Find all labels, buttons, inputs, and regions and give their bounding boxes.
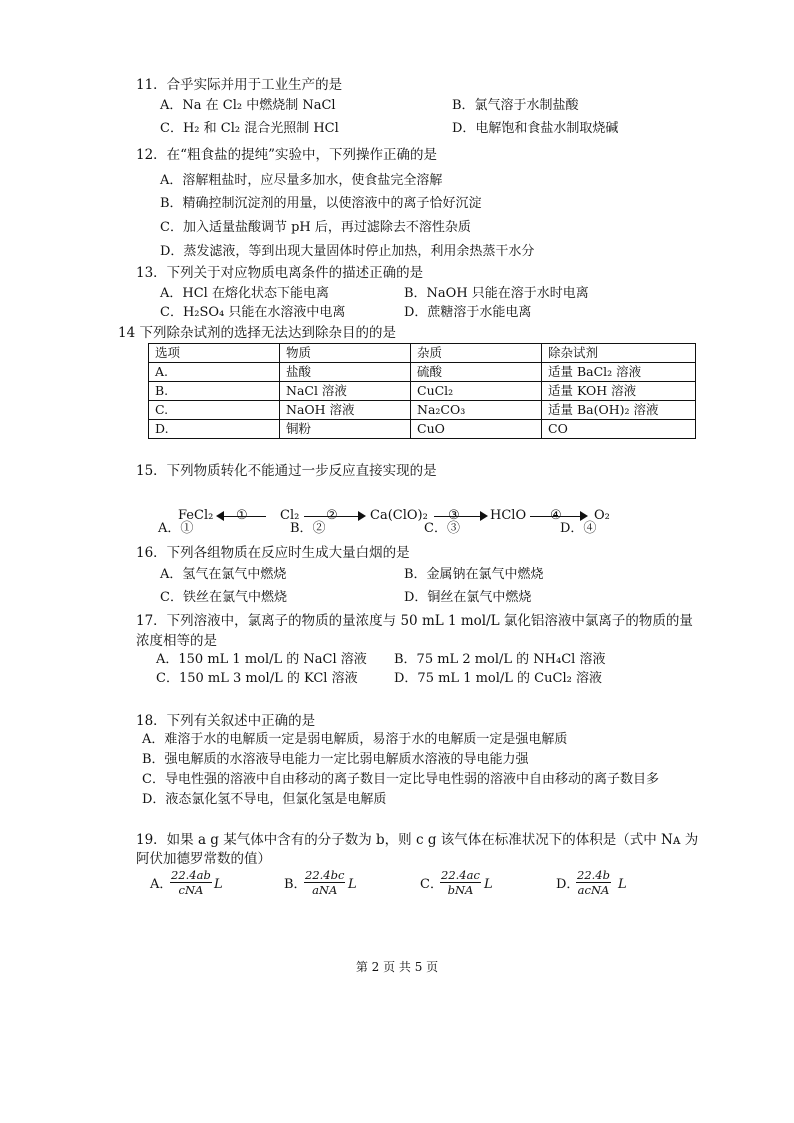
- table-cell: 适量 BaCl₂ 溶液: [542, 363, 696, 382]
- q15-option-b: B．②: [290, 521, 326, 536]
- page-footer: 第 2 页 共 5 页: [355, 960, 439, 974]
- step-1-marker: ①: [236, 508, 248, 523]
- q12-option-c: C．加入适量盐酸调节 pH 后，再过滤除去不溶性杂质: [160, 220, 471, 235]
- table-row: [149, 382, 696, 401]
- q19-option-d-fraction: [576, 868, 611, 897]
- q16-option-a: A．氢气在氯气中燃烧: [160, 567, 287, 582]
- arrowhead-right-icon: [480, 511, 488, 521]
- step-3-marker: ③: [448, 508, 460, 523]
- q13-option-b: B．NaOH 只能在溶于水时电离: [404, 286, 589, 301]
- q14-stem: 14 下列除杂试剂的选择无法达到除杂目的的是: [118, 325, 396, 341]
- q19-option-c-unit: L: [484, 877, 493, 892]
- q15-stem: 15．下列物质转化不能通过一步反应直接实现的是: [136, 463, 437, 479]
- q17-option-c: C．150 mL 3 mol/L 的 KCl 溶液: [156, 671, 358, 686]
- table-cell: 硫酸: [411, 363, 542, 382]
- q15-option-c: C．③: [424, 521, 460, 536]
- fraction-denominator: cNA: [178, 883, 204, 897]
- q19-stem-line-1: 19．如果 a g 某气体中含有的分子数为 b，则 c g 该气体在标准状况下的体积是（式中 Nᴀ 为: [136, 832, 699, 848]
- arrowhead-left-icon: [216, 511, 224, 521]
- fraction-numerator: 22.4ab: [171, 868, 211, 882]
- q16-option-d: D．铜丝在氯气中燃烧: [404, 590, 532, 605]
- table-row: [149, 420, 696, 439]
- step-4-marker: ④: [550, 508, 562, 523]
- q13-option-d: D．蔗糖溶于水能电离: [404, 305, 532, 320]
- q18-option-c: C．导电性强的溶液中自由移动的离子数目一定比导电性弱的溶液中自由移动的离子数目多: [142, 772, 659, 787]
- q13-stem: 13．下列关于对应物质电离条件的描述正确的是: [136, 265, 424, 281]
- q19-stem-line-2: 阿伏加德罗常数的值）: [136, 851, 271, 867]
- q11-option-a: A．Na 在 Cl₂ 中燃烧制 NaCl: [160, 98, 336, 113]
- arrowhead-right-icon: [358, 511, 366, 521]
- q19-option-b-label: B．: [284, 877, 307, 892]
- fraction-denominator: bNA: [447, 883, 474, 897]
- q18-option-a: A．难溶于水的电解质一定是弱电解质，易溶于水的电解质一定是强电解质: [142, 732, 568, 747]
- q19-option-a-label: A．: [150, 877, 173, 892]
- chain-substance-3: Ca(ClO)₂: [370, 508, 428, 523]
- table-header-cell: 除杂试剂: [542, 344, 696, 363]
- chain-substance-4: HClO: [490, 508, 527, 523]
- fraction-numerator: 22.4ac: [441, 868, 480, 882]
- table-row: [149, 401, 696, 420]
- q12-option-a: A．溶解粗盐时，应尽量多加水，使食盐完全溶解: [160, 173, 443, 188]
- q13-option-a: A．HCl 在熔化状态下能电离: [160, 286, 329, 301]
- fraction-numerator: 22.4b: [577, 868, 610, 882]
- q13-option-c: C．H₂SO₄ 只能在水溶液中电离: [160, 305, 346, 320]
- q17-option-a: A．150 mL 1 mol/L 的 NaCl 溶液: [156, 652, 367, 667]
- q19-option-b-fraction: [304, 868, 345, 897]
- table-cell: D.: [149, 420, 280, 439]
- chain-substance-5: O₂: [594, 508, 610, 523]
- table-cell: CuO: [411, 420, 542, 439]
- step-2-marker: ②: [326, 508, 338, 523]
- q11-option-c: C．H₂ 和 Cl₂ 混合光照制 HCl: [160, 121, 339, 136]
- table-cell: NaCl 溶液: [280, 382, 411, 401]
- q19-option-c-fraction: [440, 868, 481, 897]
- q15-option-a: A．①: [158, 521, 194, 536]
- fraction-numerator: 22.4bc: [305, 868, 345, 882]
- q11-stem: 11．合乎实际并用于工业生产的是: [136, 77, 343, 93]
- q19-option-a-unit: L: [214, 877, 223, 892]
- q18-option-d: D．液态氯化氢不导电，但氯化氢是电解质: [142, 792, 387, 807]
- fraction-denominator: acNA: [577, 883, 610, 897]
- table-cell: CuCl₂: [411, 382, 542, 401]
- q17-stem-line-1: 17．下列溶液中，氯离子的物质的量浓度与 50 mL 1 mol/L 氯化铝溶液中氯离子的物质的量: [136, 613, 693, 629]
- q16-option-c: C．铁丝在氯气中燃烧: [160, 590, 287, 605]
- q17-stem-line-2: 浓度相等的是: [136, 633, 217, 649]
- q12-option-b: B．精确控制沉淀剂的用量，以使溶液中的离子恰好沉淀: [160, 196, 482, 211]
- table-cell: A.: [149, 363, 280, 382]
- q15-option-d: D．④: [560, 521, 597, 536]
- q12-option-d: D．蒸发滤液，等到出现大量固体时停止加热，利用余热蒸干水分: [160, 244, 535, 259]
- q19-option-b-unit: L: [348, 877, 357, 892]
- q19-option-d-unit: L: [618, 877, 627, 892]
- table-header-cell: 杂质: [411, 344, 542, 363]
- table-cell: NaOH 溶液: [280, 401, 411, 420]
- table-header-row: [149, 344, 696, 363]
- table-cell: 适量 KOH 溶液: [542, 382, 696, 401]
- q19-option-c-label: C．: [420, 877, 443, 892]
- q19-option-d-label: D．: [556, 877, 580, 892]
- q16-option-b: B．金属钠在氯气中燃烧: [404, 567, 544, 582]
- q17-option-b: B．75 mL 2 mol/L 的 NH₄Cl 溶液: [394, 652, 606, 667]
- table-cell: C.: [149, 401, 280, 420]
- table-cell: CO: [542, 420, 696, 439]
- table-cell: 盐酸: [280, 363, 411, 382]
- q18-option-b: B．强电解质的水溶液导电能力一定比弱电解质水溶液的导电能力强: [142, 752, 529, 767]
- chain-substance-1: FeCl₂: [178, 508, 214, 523]
- q11-option-b: B．氯气溶于水制盐酸: [452, 98, 579, 113]
- q14-table: [148, 343, 696, 439]
- chain-substance-2: Cl₂: [280, 508, 300, 523]
- table-header-cell: 选项: [149, 344, 280, 363]
- table-cell: B.: [149, 382, 280, 401]
- table-header-cell: 物质: [280, 344, 411, 363]
- table-cell: 铜粉: [280, 420, 411, 439]
- table-cell: 适量 Ba(OH)₂ 溶液: [542, 401, 696, 420]
- table-row: [149, 363, 696, 382]
- q12-stem: 12．在“粗食盐的提纯”实验中，下列操作正确的是: [136, 147, 437, 163]
- q16-stem: 16．下列各组物质在反应时生成大量白烟的是: [136, 545, 410, 561]
- q18-stem: 18．下列有关叙述中正确的是: [136, 713, 316, 729]
- q17-option-d: D．75 mL 1 mol/L 的 CuCl₂ 溶液: [394, 671, 602, 686]
- fraction-denominator: aNA: [312, 883, 338, 897]
- q11-option-d: D．电解饱和食盐水制取烧碱: [452, 121, 619, 136]
- q19-option-a-fraction: [170, 868, 212, 897]
- table-cell: Na₂CO₃: [411, 401, 542, 420]
